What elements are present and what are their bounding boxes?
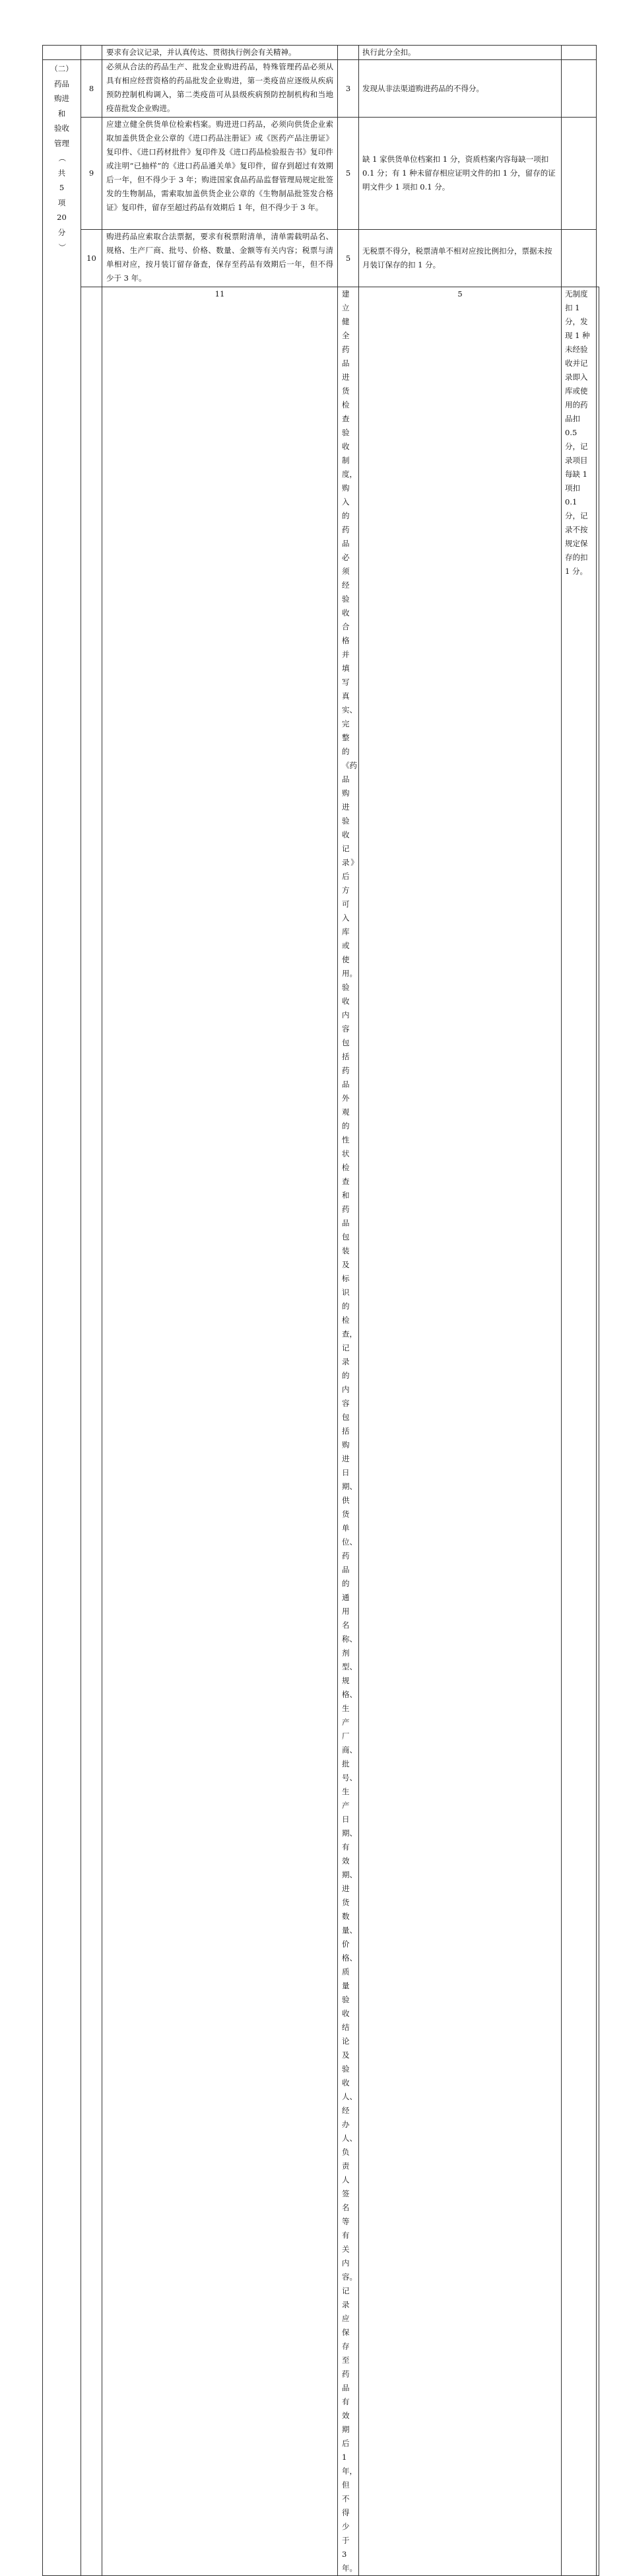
table-row [43, 118, 599, 230]
item-number: 8 [81, 60, 102, 118]
deduction-cell [562, 46, 597, 60]
table-row [43, 46, 599, 60]
scoring-rule: 执行此分全扣。 [359, 46, 562, 60]
table-row [43, 230, 599, 287]
item-number: 9 [81, 118, 102, 230]
item-number: 11 [102, 287, 338, 2576]
requirement-text: 应建立健全供货单位检索档案。购进进口药品，必须向供货企业索取加盖供货企业公章的《进口药品注册证》或《医药产品注册证》复印件、《进口药材批件》复印件及《进口药品检验报告书》复印件或注明“已抽样”的《进口药品通关单》复印件，留存到超过有效期后一年，但不得少于 3 年；购进国家食品药品监督管理局规定批签发的生物制品，需索取加盖供货企业公章的《生物制品批签发合格证》复印件，留存至超过药品有效期后 1 年，但不得少于 3 年。 [102, 118, 338, 230]
score-value: 3 [338, 60, 359, 118]
score-value: 5 [338, 230, 359, 287]
requirement-text: 必须从合法的药品生产、批发企业购进药品，特殊管理药品必须从具有相应经营资格的药品批发企业购进，第一类疫苗应逐级从疾病预防控制机构调入，第二类疫苗可从县级疾病预防控制机构和当地疫苗批发企业购进。 [102, 60, 338, 118]
score-value [338, 46, 359, 60]
category-label: （二） 药品 购进 和 验收 管理 （ 共 5 项 20 分 ） [50, 64, 73, 251]
deduction-cell [597, 287, 599, 2576]
score-value: 5 [359, 287, 562, 2576]
item-number: 10 [81, 230, 102, 287]
table-row [43, 287, 599, 2576]
table-row [43, 60, 599, 118]
item-number [81, 46, 102, 60]
deduction-cell [562, 230, 597, 287]
deduction-cell [562, 118, 597, 230]
scoring-rule: 发现从非法渠道购进药品的不得分。 [359, 60, 562, 118]
category-cell-empty [81, 287, 102, 2576]
requirement-text: 建立健全药品进货检查验收制度，购入的药品必须经验收合格并填写真实、完整的《药品购进验收记录》后方可入库或使用。验收内容包括药品外观的性状检查和药品包装及标识的检查，记录的内容包括购进日期、供货单位、药品的通用名称、剂型、规格、生产厂商、批号、生产日期、有效期、进货数量、价格、质量验收结论及验收人、经办人、负责人签名等有关内容。记录应保存至药品有效期后 1 年，但不得少于 3 年。 [338, 287, 359, 2576]
category-cell [43, 60, 81, 2576]
scoring-rule: 缺 1 家供货单位档案扣 1 分，资质档案内容每缺一项扣 0.1 分；有 1 种未留存相应证明文件的扣 1 分，留存的证明文件少 1 项扣 0.1 分。 [359, 118, 562, 230]
scoring-table [42, 45, 599, 2576]
scoring-rule: 无税票不得分，税票清单不相对应按比例扣分，票据未按月装订保存的扣 1 分。 [359, 230, 562, 287]
requirement-text: 购进药品应索取合法票据，要求有税票附清单，清单需载明品名、规格、生产厂商、批号、价格、数量、金额等有关内容；税票与清单相对应，按月装订留存备查，保存至药品有效期后一年，但不得少于 3 年。 [102, 230, 338, 287]
score-value: 5 [338, 118, 359, 230]
deduction-cell [562, 60, 597, 118]
requirement-text: 要求有会议记录，并认真传达、贯彻执行例会有关精神。 [102, 46, 338, 60]
scoring-rule: 无制度扣 1 分，发现 1 种未经验收并记录即入库或使用的药品扣 0.5 分，记录项目每缺 1 项扣 0.1 分，记录不按规定保存的扣 1 分。 [562, 287, 597, 2576]
category-cell-empty [43, 46, 81, 60]
